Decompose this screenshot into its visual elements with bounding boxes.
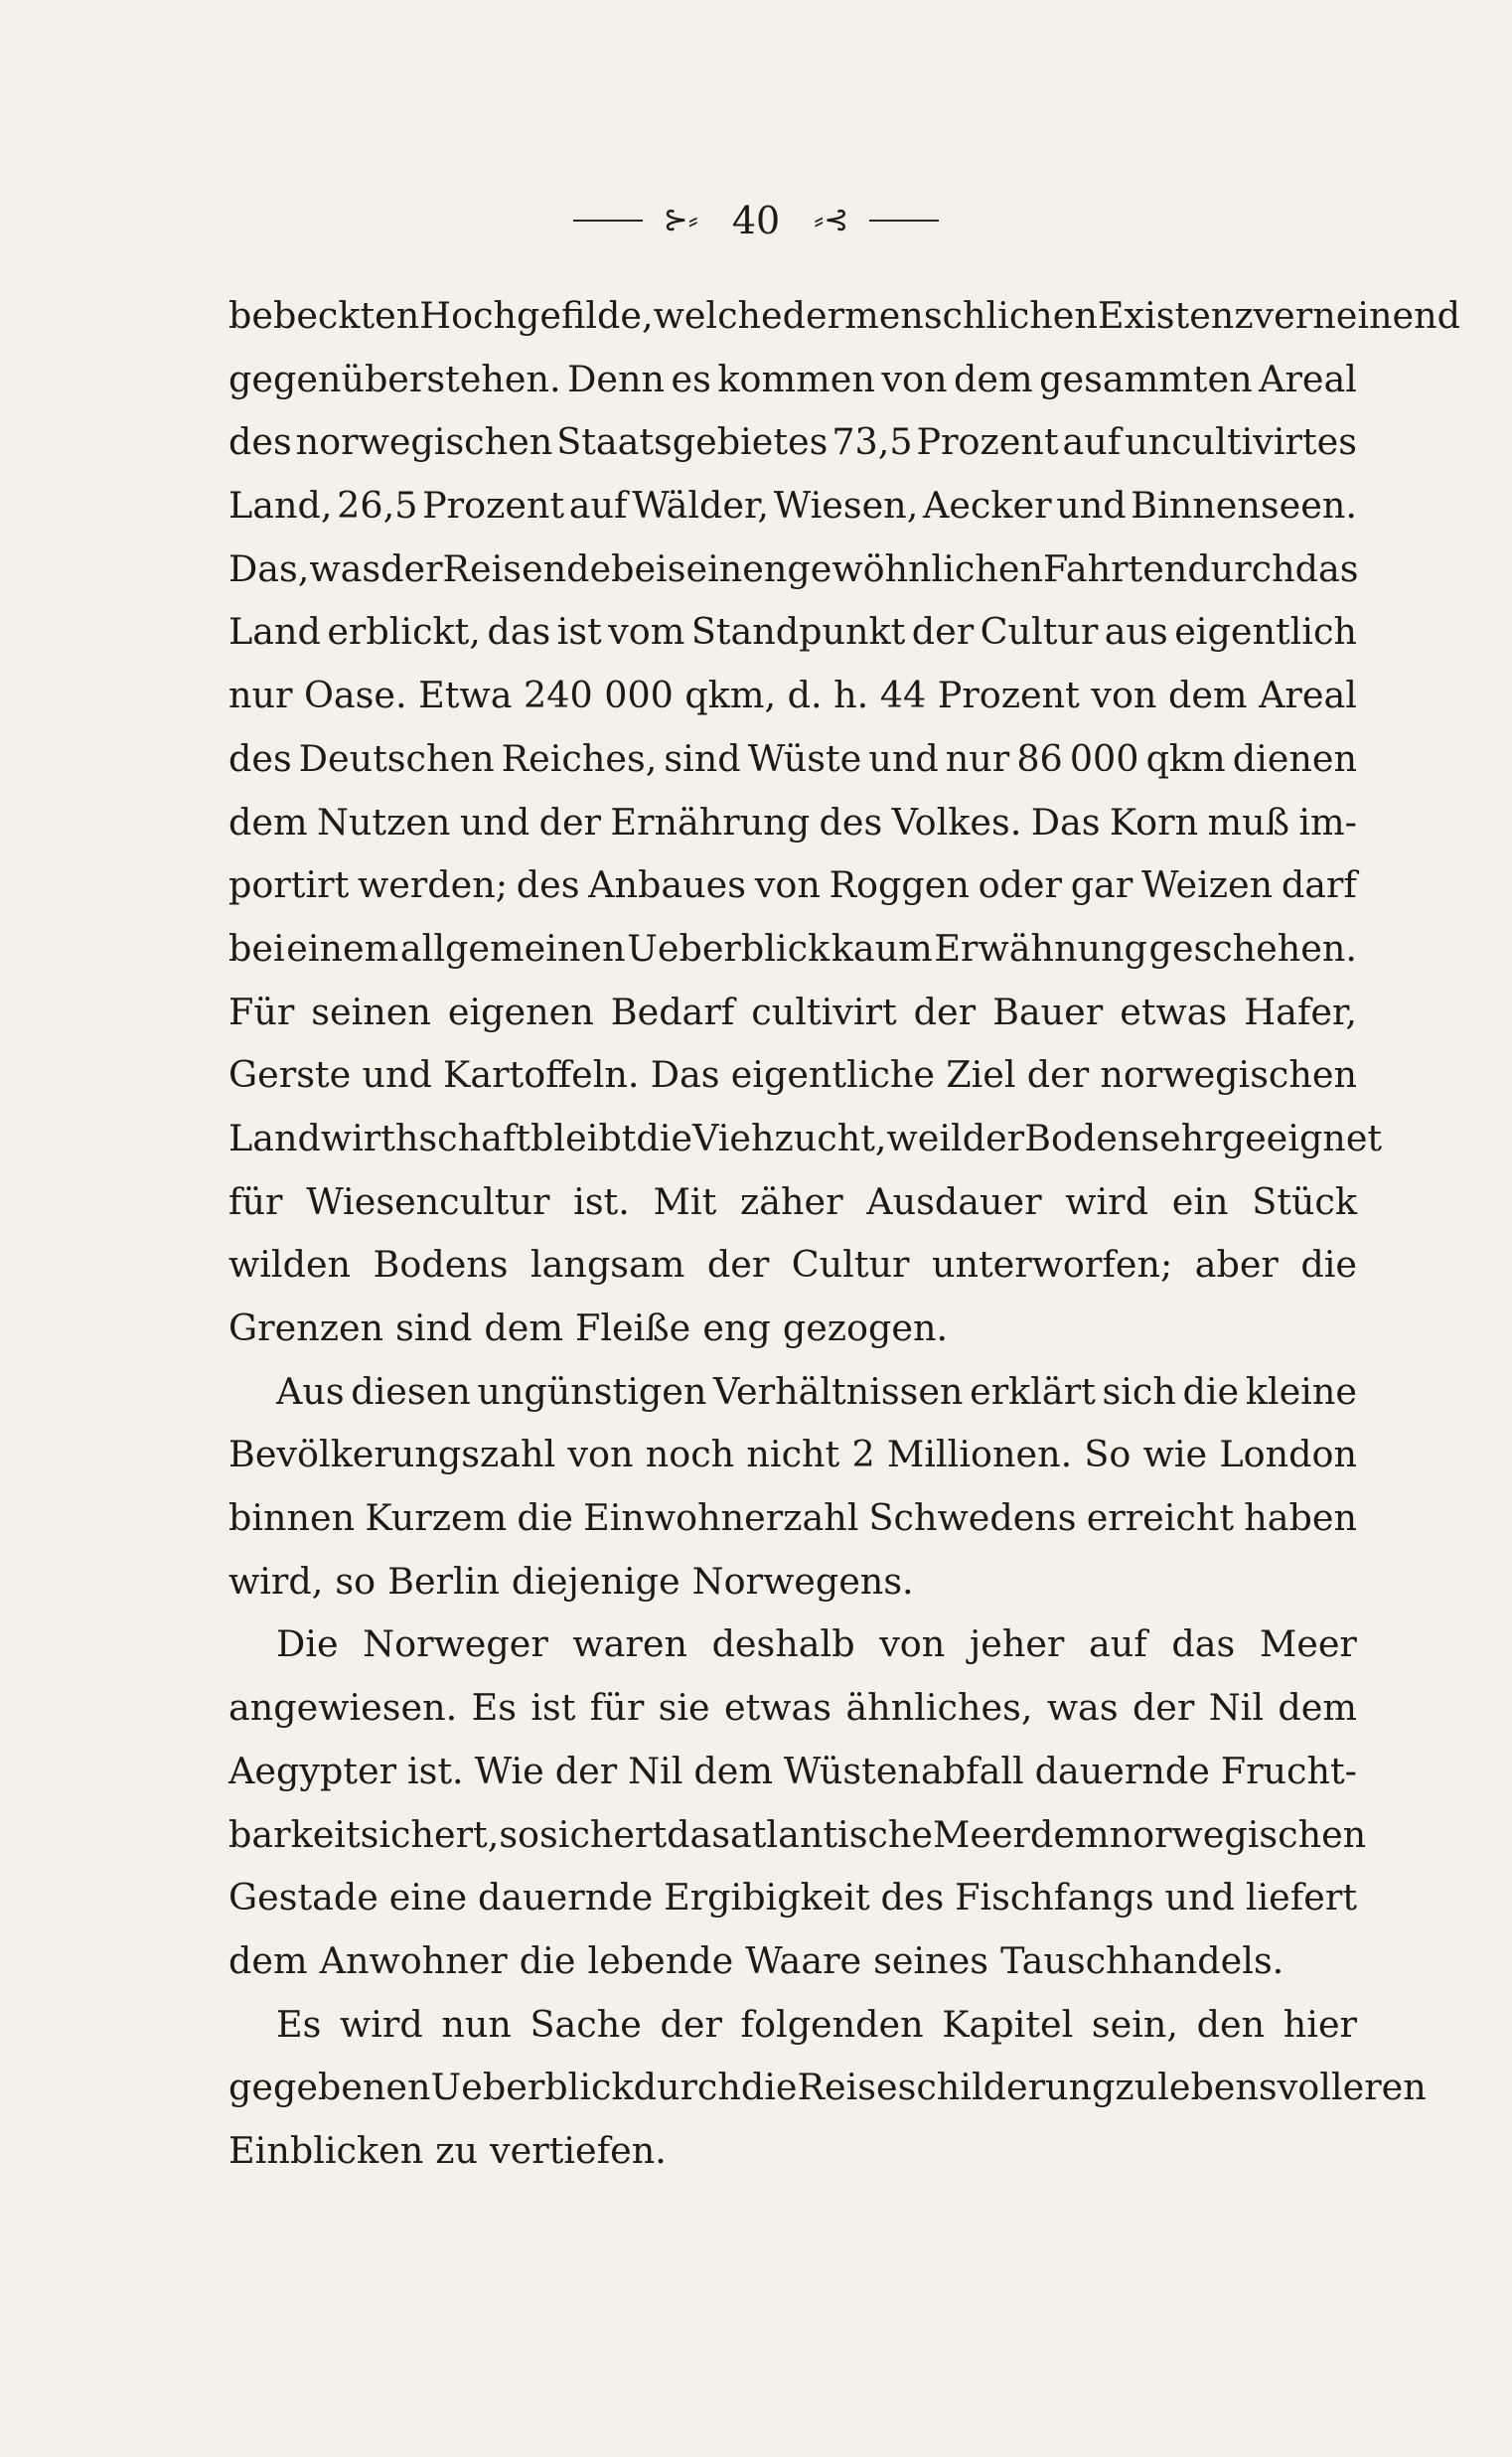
body-text <box>228 284 1460 2183</box>
text-line: angewiesen. Es ist für sie etwas ähnliches, was der Nil dem <box>228 1686 1357 1730</box>
text-line: gegenüberstehen. Denn es kommen von dem gesammten Areal <box>228 357 1357 400</box>
text-line: für Wiesencultur ist. Mit zäher Ausdauer wird ein Stück <box>228 1179 1357 1223</box>
text-line: Land erblickt, das ist vom Standpunkt der Cultur aus eigentlich <box>228 610 1357 654</box>
header-rule-left <box>573 220 643 222</box>
text-line: wird, so Berlin diejenige Norwegens. <box>228 1559 914 1603</box>
text-line: binnen Kurzem die Einwohnerzahl Schwedens erreicht haben <box>228 1496 1357 1540</box>
text-line: des norwegischen Staatsgebietes 73,5 Prozent auf uncultivirtes <box>228 420 1357 464</box>
text-line: nur Oase. Etwa 240 000 qkm, d. h. 44 Prozent von dem Areal <box>228 674 1357 717</box>
text-line: Gestade eine dauernde Ergibigkeit des Fischfangs und liefert <box>228 1876 1357 1920</box>
text-line: Bevölkerungszahl von noch nicht 2 Millionen. So wie London <box>228 1433 1357 1476</box>
text-line: Aus diesen ungünstigen Verhältnissen erklärt sich die kleine <box>276 1369 1357 1413</box>
page-number: 40 <box>731 198 781 242</box>
text-line: Gerste und Kartoffeln. Das eigentliche Ziel der norwegischen <box>228 1053 1357 1097</box>
header-ornament-right: ⸗⊰ <box>814 202 849 237</box>
text-line: des Deutschen Reiches, sind Wüste und nur 86 000 qkm dienen <box>228 736 1357 780</box>
page-header <box>0 189 1512 248</box>
text-line: wilden Bodens langsam der Cultur unterworfen; aber die <box>228 1243 1357 1287</box>
text-line: Die Norweger waren deshalb von jeher auf das Meer <box>276 1622 1357 1666</box>
text-line: Das, was der Reisende bei seinen gewöhnlichen Fahrten durch das <box>228 546 1359 590</box>
text-line: Landwirthschaft bleibt die Viehzucht, weil der Boden sehr geeignet <box>228 1116 1383 1159</box>
text-line: gegebenen Ueberblick durch die Reiseschilderung zu lebensvolleren <box>228 2066 1427 2109</box>
header-rule-right <box>869 220 939 222</box>
text-line: dem Anwohner die lebende Waare seines Tauschhandels. <box>228 1938 1285 1982</box>
text-line: bei einem allgemeinen Ueberblick kaum Erwähnung geschehen. <box>228 926 1357 970</box>
text-line: Für seinen eigenen Bedarf cultivirt der Bauer etwas Hafer, <box>228 990 1357 1033</box>
text-line: dem Nutzen und der Ernährung des Volkes. Das Korn muß im- <box>228 800 1357 844</box>
text-line: portirt werden; des Anbaues von Roggen oder gar Weizen darf <box>228 863 1357 907</box>
text-line: Einblicken zu vertiefen. <box>228 2128 667 2172</box>
header-ornament-left: ⊱⸗ <box>663 202 698 237</box>
text-line: Aegypter ist. Wie der Nil dem Wüstenabfall dauernde Frucht- <box>228 1749 1357 1792</box>
text-line: Grenzen sind dem Fleiße eng gezogen. <box>228 1306 949 1349</box>
text-line: Land, 26,5 Prozent auf Wälder, Wiesen, Aecker und Binnenseen. <box>228 484 1357 528</box>
text-line: barkeit sichert, so sichert das atlantische Meer dem norwegischen <box>228 1812 1367 1856</box>
text-line: bebeckten Hochgefilde, welche der menschlichen Existenz verneinend <box>228 294 1460 337</box>
text-line: Es wird nun Sache der folgenden Kapitel sein, den hier <box>276 2002 1357 2046</box>
